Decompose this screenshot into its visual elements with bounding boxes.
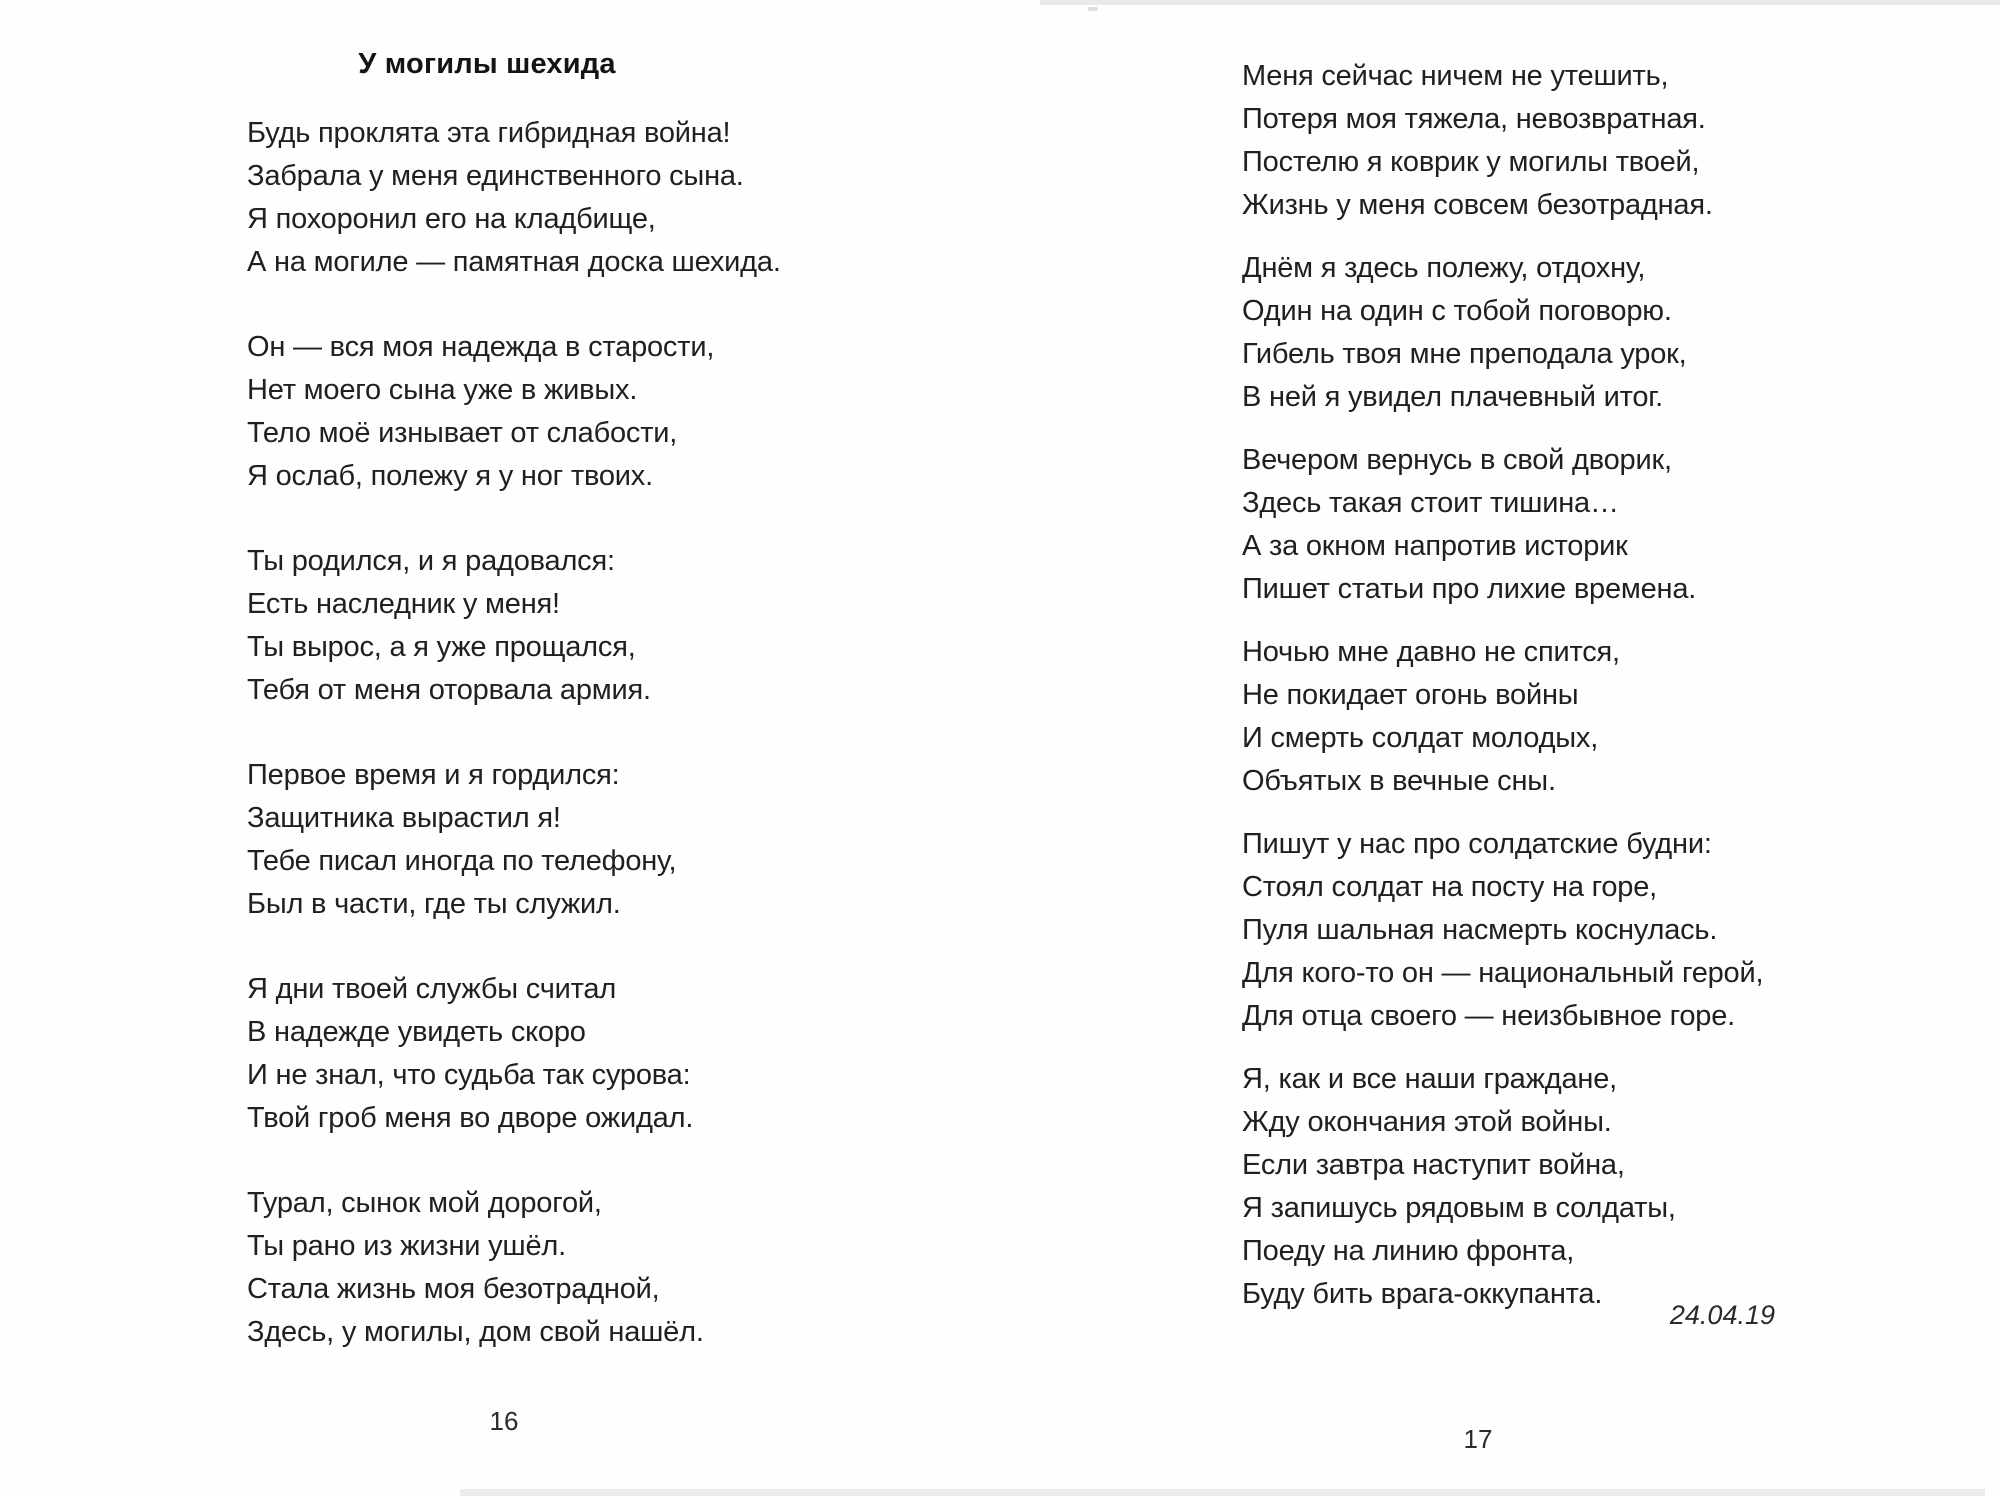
poem-line: Пуля шальная насмерть коснулась.	[1242, 914, 1718, 946]
poem-line: Здесь такая стоит тишина…	[1242, 487, 1619, 519]
poem-line: Если завтра наступит война,	[1242, 1149, 1625, 1181]
poem-line: Я дни твоей службы считал	[247, 973, 617, 1005]
poem-line: Защитника вырастил я!	[247, 802, 561, 834]
poem-line: Потеря моя тяжела, невозвратная.	[1242, 103, 1706, 135]
poem-date: 24.04.19	[1669, 1300, 1775, 1330]
poem-line: Поеду на линию фронта,	[1242, 1235, 1575, 1267]
stanza	[1242, 439, 1763, 611]
poem-line: Буду бить врага-оккупанта.	[1242, 1278, 1603, 1310]
poem-line: Не покидает огонь войны	[1242, 679, 1579, 711]
stanza	[247, 326, 781, 498]
stanza	[247, 540, 781, 712]
poem-line: Тело моё изнывает от слабости,	[247, 417, 678, 449]
poem-line: Ты родился, и я радовался:	[247, 545, 615, 577]
poem-line: Пишут у нас про солдатские будни:	[1242, 828, 1712, 860]
poem-title: У могилы шехида	[358, 48, 616, 80]
scan-edge-bottom	[460, 1489, 1985, 1496]
stanza	[1242, 55, 1763, 227]
poem-line: Вечером вернусь в свой дворик,	[1242, 444, 1672, 476]
poem-line: Здесь, у могилы, дом свой нашёл.	[247, 1316, 704, 1348]
poem-line: Жизнь у меня совсем безотрадная.	[1242, 189, 1713, 221]
poem-line: Нет моего сына уже в живых.	[247, 374, 638, 406]
scan-edge-top	[1040, 0, 2000, 5]
poem-line: Ты рано из жизни ушёл.	[247, 1230, 566, 1262]
poem-line: Тебе писал иногда по телефону,	[247, 845, 677, 877]
poem-line: А за окном напротив историк	[1242, 530, 1628, 562]
stanza	[247, 754, 781, 926]
poem-line: А на могиле — памятная доска шехида.	[247, 246, 781, 278]
poem-line: Ночью мне давно не спится,	[1242, 636, 1620, 668]
stanza	[247, 112, 781, 284]
page-number-right: 17	[1463, 1424, 1493, 1454]
poem-line: Я похоронил его на кладбище,	[247, 203, 656, 235]
poem-line: Первое время и я гордился:	[247, 759, 620, 791]
poem-line: И смерть солдат молодых,	[1242, 722, 1599, 754]
poem-line: И не знал, что судьба так сурова:	[247, 1059, 691, 1091]
scan-speck	[1088, 7, 1098, 11]
poem-line: Будь проклята эта гибридная война!	[247, 117, 731, 149]
poem-line: В ней я увидел плачевный итог.	[1242, 381, 1663, 413]
poem-line: Тебя от меня оторвала армия.	[247, 674, 651, 706]
poem-line: Гибель твоя мне преподала урок,	[1242, 338, 1687, 370]
left-page-stanzas	[247, 112, 781, 1396]
stanza	[247, 1182, 781, 1354]
poem-line: Ты вырос, а я уже прощался,	[247, 631, 636, 663]
stanza	[1242, 823, 1763, 1038]
poem-line: Объятых в вечные сны.	[1242, 765, 1556, 797]
poem-line: Твой гроб меня во дворе ожидал.	[247, 1102, 694, 1134]
poem-line: Днём я здесь полежу, отдохну,	[1242, 252, 1646, 284]
stanza	[1242, 1058, 1763, 1316]
stanza	[1242, 631, 1763, 803]
poem-line: Для кого-то он — национальный герой,	[1242, 957, 1764, 989]
poem-line: Я, как и все наши граждане,	[1242, 1063, 1618, 1095]
poem-line: Жду окончания этой войны.	[1242, 1106, 1612, 1138]
poem-line: В надежде увидеть скоро	[247, 1016, 586, 1048]
poem-line: Постелю я коврик у могилы твоей,	[1242, 146, 1700, 178]
poem-line: Стоял солдат на посту на горе,	[1242, 871, 1657, 903]
stanza	[247, 968, 781, 1140]
page-number-left: 16	[489, 1406, 519, 1436]
poem-line: Один на один с тобой поговорю.	[1242, 295, 1672, 327]
poem-line: Пишет статьи про лихие времена.	[1242, 573, 1697, 605]
poem-line: Для отца своего — неизбывное горе.	[1242, 1000, 1735, 1032]
poem-line: Есть наследник у меня!	[247, 588, 560, 620]
poem-line: Я запишусь рядовым в солдаты,	[1242, 1192, 1676, 1224]
right-page-stanzas	[1242, 55, 1763, 1336]
poem-line: Он — вся моя надежда в старости,	[247, 331, 715, 363]
poem-line: Забрала у меня единственного сына.	[247, 160, 744, 192]
poem-line: Турал, сынок мой дорогой,	[247, 1187, 602, 1219]
poem-line: Я ослаб, полежу я у ног твоих.	[247, 460, 653, 492]
poem-line: Был в части, где ты служил.	[247, 888, 621, 920]
poem-line: Меня сейчас ничем не утешить,	[1242, 60, 1669, 92]
poem-line: Стала жизнь моя безотрадной,	[247, 1273, 660, 1305]
stanza	[1242, 247, 1763, 419]
